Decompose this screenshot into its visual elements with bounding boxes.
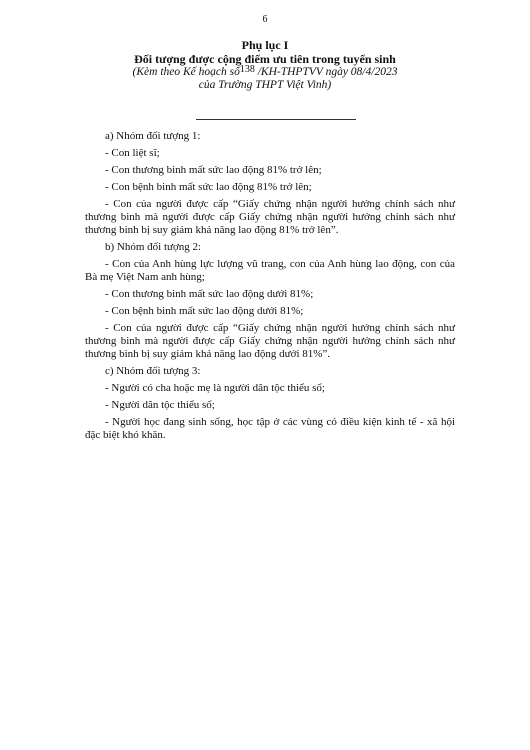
page-number: 6: [262, 14, 268, 25]
list-item: - Con bệnh binh mất sức lao động dưới 81%;: [105, 305, 304, 317]
list-item: - Con thương binh mất sức lao động 81% trở lên;: [105, 164, 322, 176]
appendix-subtitle: Đối tượng được cộng điểm ưu tiên trong tuyển sinh: [134, 52, 396, 66]
list-item: - Con bệnh binh mất sức lao động 81% trở lên;: [105, 181, 312, 193]
list-item: - Người có cha hoặc mẹ là người dân tộc thiểu số;: [105, 382, 325, 394]
list-item: - Người dân tộc thiểu số;: [105, 399, 215, 411]
reference-suffix: /KH-THPTVV ngày 08/4/2023: [257, 66, 398, 78]
appendix-header: [80, 38, 450, 92]
appendix-title: Phụ lục I: [241, 38, 289, 52]
document-body: [85, 130, 455, 446]
plan-number: 138: [239, 64, 255, 75]
group-1-heading: a) Nhóm đối tượng 1:: [105, 130, 201, 142]
list-item: - Con của Anh hùng lực lượng vũ trang, con của Anh hùng lao động, con của Bà mẹ Việt Nam anh hùng;: [85, 258, 455, 283]
group-3-heading: c) Nhóm đối tượng 3:: [105, 365, 201, 377]
reference-line-2: của Trường THPT Việt Vinh): [198, 79, 332, 91]
header-divider: [196, 119, 356, 120]
reference-line: [80, 66, 450, 79]
reference-prefix: (Kèm theo Kế hoạch số: [132, 66, 240, 78]
list-item: - Con của người được cấp “Giấy chứng nhận người hưởng chính sách như thương binh mà người được cấp Giấy chứng nhận người hưởng chính sách như thương binh bị suy giảm khả năng lao động 81% trở lên”.: [85, 198, 455, 236]
group-2-heading: b) Nhóm đối tượng 2:: [105, 241, 202, 253]
list-item: - Người học đang sinh sống, học tập ở các vùng có điều kiện kinh tế - xã hội đặc biệt khó khăn.: [85, 416, 455, 441]
list-item: - Con của người được cấp “Giấy chứng nhận người hưởng chính sách như thương binh mà người được cấp Giấy chứng nhận người hưởng chính sách như thương binh bị suy giảm khả năng lao động dưới 81%”.: [85, 322, 455, 360]
list-item: - Con thương binh mất sức lao động dưới 81%;: [105, 288, 314, 300]
list-item: - Con liệt sĩ;: [105, 147, 160, 159]
